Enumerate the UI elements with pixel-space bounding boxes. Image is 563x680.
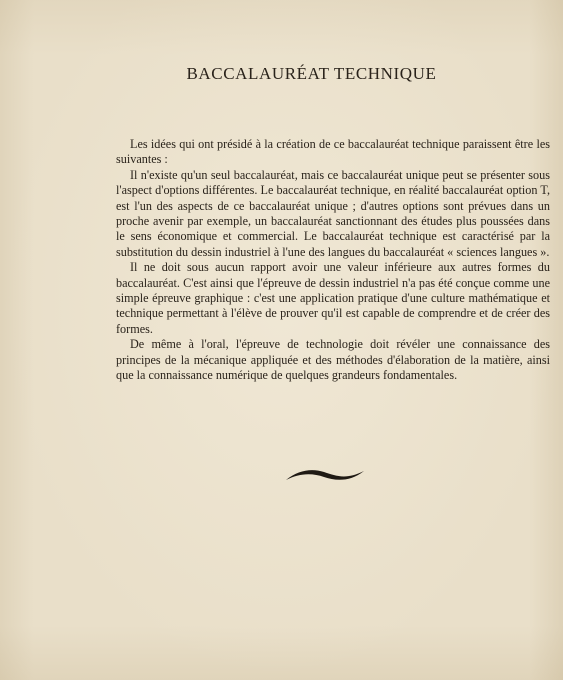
paragraph-intro: Les idées qui ont présidé à la création de ce baccalauréat technique paraissent être les suivantes : — [116, 137, 550, 167]
paragraph-value: Il ne doit sous aucun rapport avoir une valeur inférieure aux autres formes du baccalauréat. C'est ainsi que l'épreuve de dessin industriel n'a pas été conçue comme une simple épreuve graphique : c'est une application pratique d'une culture mathématique et technique permettant à l'élève de prouver qu'il est capable de comprendre et de créer des formes. — [116, 260, 550, 336]
paragraph-single-baccalaureat: Il n'existe qu'un seul baccalauréat, mais ce baccalauréat unique peut se présenter sous l'aspect d'options différentes. Le baccalauréat technique, en réalité baccalauréat option T, est l'un des aspects de ce baccalauréat unique ; d'autres options sont prévues dans un proche avenir par exemple, un baccalauréat sanctionnant des études plus poussées dans le sens économique et commercial. Le baccalauréat technique est caractérisé par la substitution du dessin industriel à l'une des langues du baccalauréat « sciences langues ». — [116, 167, 550, 259]
body-text — [116, 137, 550, 384]
page-title: BACCALAURÉAT TECHNIQUE — [186, 64, 437, 83]
paragraph-oral: De même à l'oral, l'épreuve de technologie doit révéler une connaissance des principes de la mécanique appliquée et des méthodes d'élaboration de la matière, ainsi que la connaissance numérique de quelques grandeurs fondamentales. — [116, 337, 550, 383]
flourish-ornament — [284, 462, 366, 488]
